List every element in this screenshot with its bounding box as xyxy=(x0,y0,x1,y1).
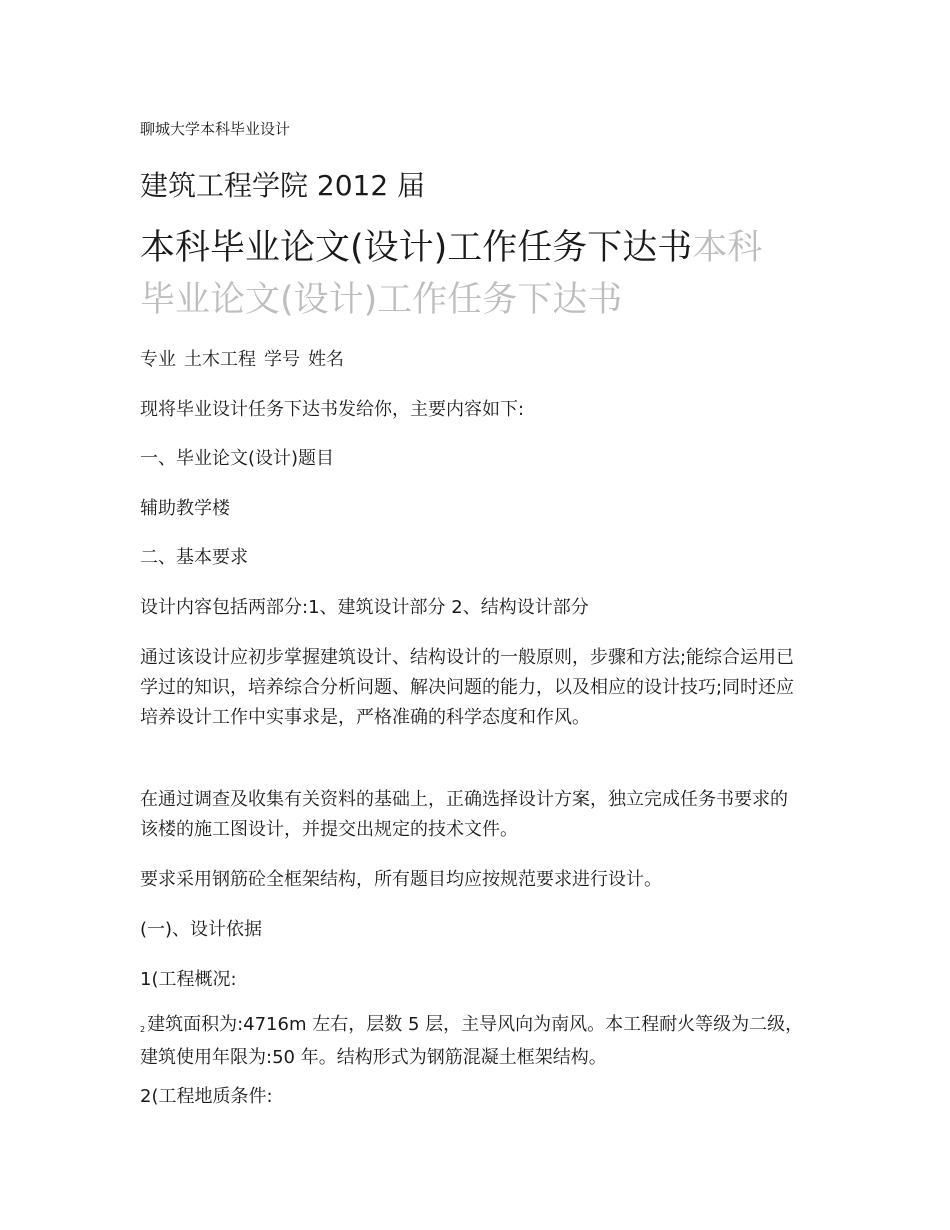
overview-title: 1(工程概况: xyxy=(140,969,237,990)
student-id-label: 学号 xyxy=(264,349,300,370)
student-info-row xyxy=(140,348,344,372)
college-year: 建筑工程学院 2012 届 xyxy=(140,169,426,202)
content-scope-text: 设计内容包括两部分:1、建筑设计部分 2、结构设计部分 xyxy=(140,597,589,618)
geology-title: 2(工程地质条件: xyxy=(140,1086,273,1107)
document-title xyxy=(140,226,762,270)
principles-paragraph: 通过该设计应初步掌握建筑设计、结构设计的一般原则，步骤和方法;能综合运用已学过的知识，培养综合分析问题、解决问题的能力，以及相应的设计技巧;同时还应培养设计工作中实事求是，严格准确的科学态度和作风。 xyxy=(140,647,795,728)
document-title-ghost-line2: 毕业论文(设计)工作任务下达书 xyxy=(140,280,623,320)
document-title-ghost-tail: 本科 xyxy=(692,228,763,268)
design-basis-title: (一)、设计依据 xyxy=(140,919,263,940)
document-title-main: 本科毕业论文(设计)工作任务下达书 xyxy=(140,228,693,268)
topic-text: 辅助教学楼 xyxy=(140,498,230,519)
section1-title: 一、毕业论文(设计)题目 xyxy=(140,448,335,469)
university-header: 聊城大学本科毕业设计 xyxy=(140,120,291,138)
overview-paragraph xyxy=(140,1010,805,1073)
major-label: 专业 xyxy=(140,349,176,370)
structure-paragraph: 要求采用钢筋砼全框架结构，所有题目均应按规范要求进行设计。 xyxy=(140,869,662,890)
intro-text: 现将毕业设计任务下达书发给你，主要内容如下: xyxy=(140,399,525,420)
student-name-label: 姓名 xyxy=(308,349,344,370)
overview-superscript: 2 xyxy=(140,1025,146,1034)
overview-text: 建筑面积为:4716m 左右，层数 5 层，主导风向为南风。本工程耐火等级为二级，建筑使用年限为:50 年。结构形式为钢筋混凝土框架结构。 xyxy=(140,1014,804,1068)
major-value: 土木工程 xyxy=(184,349,256,370)
section2-title: 二、基本要求 xyxy=(140,547,248,568)
survey-paragraph: 在通过调查及收集有关资料的基础上，正确选择设计方案，独立完成任务书要求的该楼的施工图设计，并提交出规定的技术文件。 xyxy=(140,789,788,840)
